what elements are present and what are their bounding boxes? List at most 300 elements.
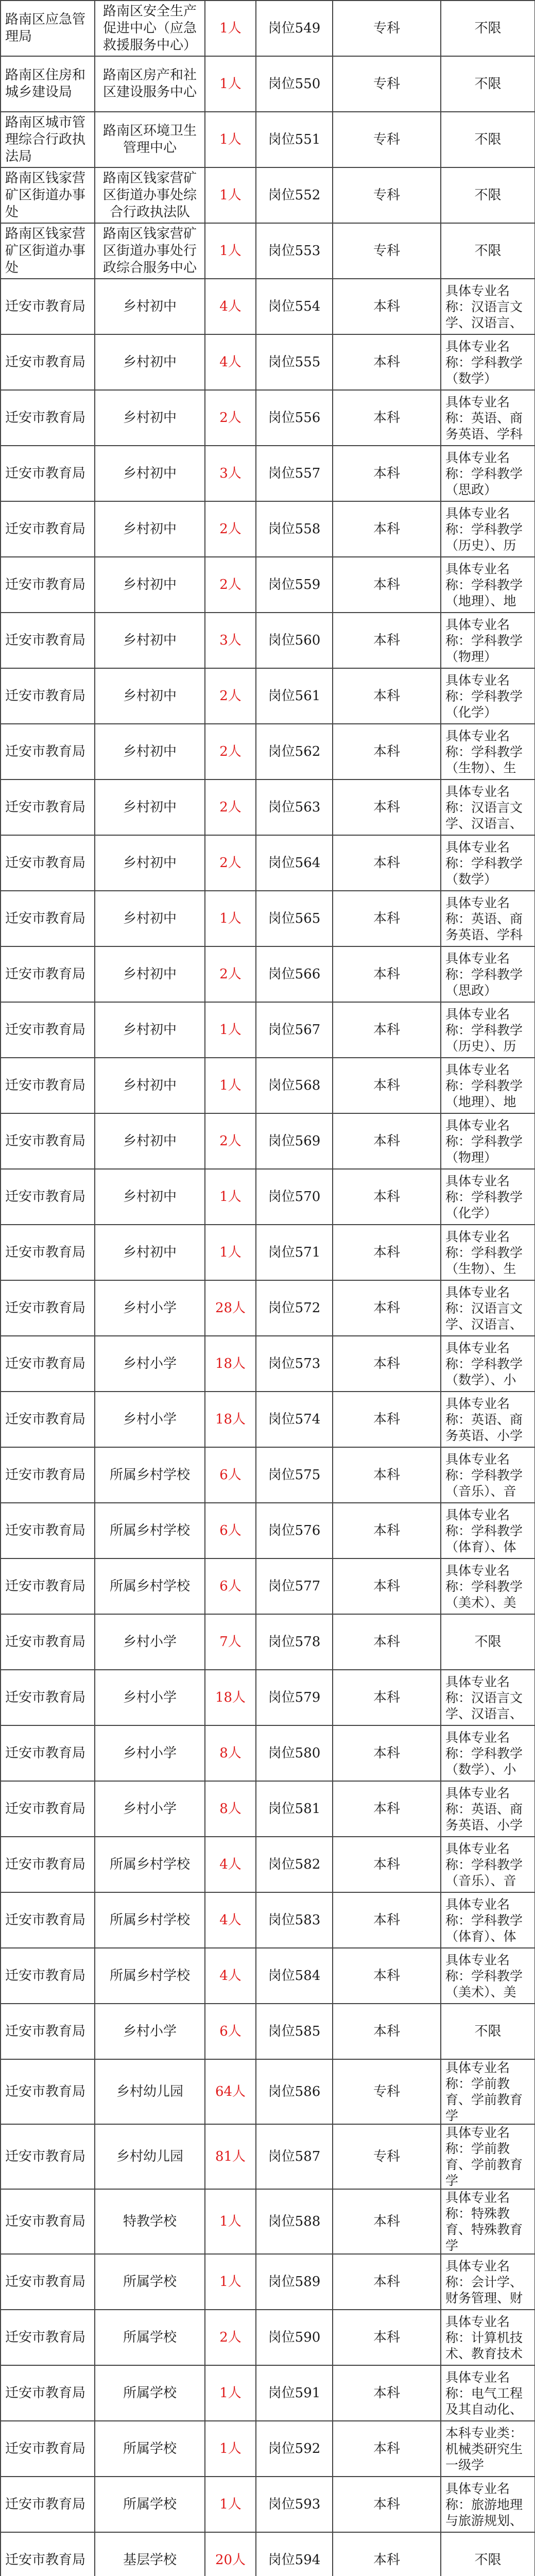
major-cell: 具体专业名称：计算机技术、教育技术	[441, 2310, 535, 2365]
post-code-cell: 岗位549	[256, 1, 333, 56]
table-row	[1, 1113, 535, 1169]
major-cell: 具体专业名称：学科教学（体育）、体	[441, 1892, 535, 1948]
major-cell: 具体专业名称：汉语言文学、汉语言、	[441, 779, 535, 835]
headcount-cell: 1人	[205, 2365, 256, 2421]
headcount-cell: 1人	[205, 1225, 256, 1280]
post-code-cell: 岗位579	[256, 1670, 333, 1725]
major-cell: 具体专业名称：学科教学（数学）	[441, 334, 535, 390]
headcount-cell: 6人	[205, 1558, 256, 1614]
education-cell: 本科	[333, 1892, 441, 1948]
table-row	[1, 1392, 535, 1447]
major-cell: 具体专业名称：学科教学（物理）	[441, 613, 535, 668]
table-row	[1, 334, 535, 390]
department-cell: 迁安市教育局	[1, 1002, 95, 1058]
table-row	[1, 1, 535, 56]
education-cell: 本科	[333, 1837, 441, 1892]
education-cell: 本科	[333, 1002, 441, 1058]
major-cell: 具体专业名称：学科教学（生物）、生	[441, 724, 535, 779]
post-code-cell: 岗位569	[256, 1113, 333, 1169]
major-cell: 具体专业名称：学科教学（体育）、体	[441, 1503, 535, 1558]
department-cell: 迁安市教育局	[1, 1169, 95, 1225]
post-code-cell: 岗位568	[256, 1058, 333, 1113]
major-cell: 具体专业名称：英语、商务英语、小学	[441, 1781, 535, 1837]
table-row	[1, 446, 535, 501]
post-code-cell: 岗位588	[256, 2189, 333, 2254]
post-code-cell: 岗位583	[256, 1892, 333, 1948]
education-cell: 本科	[333, 1670, 441, 1725]
post-code-cell: 岗位554	[256, 279, 333, 334]
unit-cell: 乡村初中	[95, 835, 205, 891]
post-code-cell: 岗位570	[256, 1169, 333, 1225]
headcount-cell: 1人	[205, 2254, 256, 2310]
post-code-cell: 岗位558	[256, 501, 333, 557]
table-row	[1, 1614, 535, 1670]
department-cell: 迁安市教育局	[1, 1670, 95, 1725]
table-row	[1, 56, 535, 112]
education-cell: 本科	[333, 390, 441, 446]
headcount-cell: 6人	[205, 1503, 256, 1558]
post-code-cell: 岗位561	[256, 668, 333, 724]
major-cell: 具体专业名称：学科教学（美术）、美	[441, 1948, 535, 2004]
unit-cell: 路南区安全生产促进中心（应急救援服务中心）	[95, 1, 205, 56]
table-row	[1, 223, 535, 279]
major-cell: 具体专业名称：英语、商务英语、学科	[441, 390, 535, 446]
unit-cell: 乡村小学	[95, 1781, 205, 1837]
department-cell: 迁安市教育局	[1, 2124, 95, 2189]
headcount-cell: 2人	[205, 2310, 256, 2365]
major-cell: 具体专业名称：英语、商务英语、小学	[441, 1392, 535, 1447]
post-code-cell: 岗位581	[256, 1781, 333, 1837]
unit-cell: 乡村初中	[95, 668, 205, 724]
unit-cell: 乡村初中	[95, 390, 205, 446]
table-row	[1, 1558, 535, 1614]
education-cell: 本科	[333, 1614, 441, 1670]
post-code-cell: 岗位592	[256, 2421, 333, 2477]
table-row	[1, 779, 535, 835]
department-cell: 迁安市教育局	[1, 2421, 95, 2477]
table-row	[1, 2365, 535, 2421]
department-cell: 迁安市教育局	[1, 1447, 95, 1503]
unit-cell: 所属乡村学校	[95, 1837, 205, 1892]
headcount-cell: 4人	[205, 1837, 256, 1892]
post-code-cell: 岗位550	[256, 56, 333, 112]
major-cell: 具体专业名称：学科教学（数学）	[441, 835, 535, 891]
department-cell: 路南区钱家营矿区街道办事处	[1, 223, 95, 279]
education-cell: 本科	[333, 501, 441, 557]
department-cell: 迁安市教育局	[1, 2059, 95, 2124]
post-code-cell: 岗位572	[256, 1280, 333, 1336]
headcount-cell: 2人	[205, 668, 256, 724]
education-cell: 本科	[333, 2477, 441, 2532]
table-row	[1, 2124, 535, 2189]
department-cell: 路南区应急管理局	[1, 1, 95, 56]
headcount-cell: 2人	[205, 835, 256, 891]
education-cell: 本科	[333, 2310, 441, 2365]
unit-cell: 所属乡村学校	[95, 1503, 205, 1558]
table-row	[1, 668, 535, 724]
table-row	[1, 501, 535, 557]
education-cell: 本科	[333, 1725, 441, 1781]
unit-cell: 乡村小学	[95, 1670, 205, 1725]
major-cell: 具体专业名称：学科教学（思政）	[441, 446, 535, 501]
post-code-cell: 岗位573	[256, 1336, 333, 1392]
unit-cell: 乡村初中	[95, 501, 205, 557]
education-cell: 专科	[333, 2059, 441, 2124]
education-cell: 本科	[333, 1558, 441, 1614]
education-cell: 本科	[333, 1169, 441, 1225]
table-row	[1, 1447, 535, 1503]
department-cell: 迁安市教育局	[1, 1781, 95, 1837]
post-code-cell: 岗位591	[256, 2365, 333, 2421]
major-cell: 具体专业名称：学科教学（地理）、地	[441, 557, 535, 613]
department-cell: 迁安市教育局	[1, 1503, 95, 1558]
headcount-cell: 4人	[205, 1892, 256, 1948]
education-cell: 本科	[333, 1336, 441, 1392]
table-row	[1, 1948, 535, 2004]
education-cell: 本科	[333, 279, 441, 334]
table-row	[1, 2532, 535, 2576]
post-code-cell: 岗位559	[256, 557, 333, 613]
headcount-cell: 28人	[205, 1280, 256, 1336]
department-cell: 迁安市教育局	[1, 2254, 95, 2310]
major-cell: 不限	[441, 2004, 535, 2059]
table-row	[1, 835, 535, 891]
education-cell: 本科	[333, 334, 441, 390]
education-cell: 本科	[333, 779, 441, 835]
education-cell: 专科	[333, 56, 441, 112]
major-cell: 不限	[441, 223, 535, 279]
table-row	[1, 2310, 535, 2365]
post-code-cell: 岗位553	[256, 223, 333, 279]
unit-cell: 路南区钱家营矿区街道办事处综合行政执法队	[95, 167, 205, 223]
headcount-cell: 2人	[205, 390, 256, 446]
department-cell: 迁安市教育局	[1, 2004, 95, 2059]
post-code-cell: 岗位555	[256, 334, 333, 390]
major-cell: 不限	[441, 56, 535, 112]
department-cell: 迁安市教育局	[1, 2477, 95, 2532]
education-cell: 专科	[333, 223, 441, 279]
education-cell: 本科	[333, 1948, 441, 2004]
unit-cell: 乡村幼儿园	[95, 2059, 205, 2124]
post-code-cell: 岗位551	[256, 112, 333, 167]
department-cell: 迁安市教育局	[1, 1837, 95, 1892]
unit-cell: 路南区环境卫生管理中心	[95, 112, 205, 167]
headcount-cell: 3人	[205, 613, 256, 668]
department-cell: 迁安市教育局	[1, 1725, 95, 1781]
major-cell: 具体专业名称：学科教学（化学）	[441, 668, 535, 724]
department-cell: 迁安市教育局	[1, 1280, 95, 1336]
major-cell: 不限	[441, 112, 535, 167]
unit-cell: 所属学校	[95, 2421, 205, 2477]
major-cell: 具体专业名称：汉语言文学、汉语言、	[441, 279, 535, 334]
headcount-cell: 4人	[205, 334, 256, 390]
department-cell: 迁安市教育局	[1, 1392, 95, 1447]
table-row	[1, 1670, 535, 1725]
major-cell: 具体专业名称：电气工程及其自动化、	[441, 2365, 535, 2421]
post-code-cell: 岗位593	[256, 2477, 333, 2532]
unit-cell: 乡村初中	[95, 1169, 205, 1225]
headcount-cell: 1人	[205, 56, 256, 112]
education-cell: 本科	[333, 2004, 441, 2059]
department-cell: 迁安市教育局	[1, 1225, 95, 1280]
department-cell: 迁安市教育局	[1, 1892, 95, 1948]
table-row	[1, 2059, 535, 2124]
post-code-cell: 岗位577	[256, 1558, 333, 1614]
department-cell: 迁安市教育局	[1, 334, 95, 390]
table-row	[1, 1002, 535, 1058]
department-cell: 迁安市教育局	[1, 1614, 95, 1670]
department-cell: 迁安市教育局	[1, 1558, 95, 1614]
education-cell: 本科	[333, 2365, 441, 2421]
department-cell: 迁安市教育局	[1, 446, 95, 501]
headcount-cell: 20人	[205, 2532, 256, 2576]
table-row	[1, 1503, 535, 1558]
department-cell: 迁安市教育局	[1, 390, 95, 446]
table-row	[1, 112, 535, 167]
unit-cell: 乡村初中	[95, 446, 205, 501]
department-cell: 路南区城市管理综合行政执法局	[1, 112, 95, 167]
major-cell: 本科专业类：机械类研究生一级学	[441, 2421, 535, 2477]
headcount-cell: 7人	[205, 1614, 256, 1670]
headcount-cell: 1人	[205, 112, 256, 167]
education-cell: 专科	[333, 1, 441, 56]
headcount-cell: 1人	[205, 1002, 256, 1058]
table-row	[1, 1058, 535, 1113]
unit-cell: 乡村初中	[95, 946, 205, 1002]
department-cell: 迁安市教育局	[1, 779, 95, 835]
post-code-cell: 岗位576	[256, 1503, 333, 1558]
major-cell: 不限	[441, 1614, 535, 1670]
post-code-cell: 岗位562	[256, 724, 333, 779]
education-cell: 本科	[333, 613, 441, 668]
post-code-cell: 岗位594	[256, 2532, 333, 2576]
post-code-cell: 岗位574	[256, 1392, 333, 1447]
education-cell: 本科	[333, 446, 441, 501]
department-cell: 迁安市教育局	[1, 1058, 95, 1113]
education-cell: 本科	[333, 668, 441, 724]
major-cell: 具体专业名称：学科教学（物理）	[441, 1113, 535, 1169]
unit-cell: 所属学校	[95, 2365, 205, 2421]
education-cell: 本科	[333, 1225, 441, 1280]
unit-cell: 乡村初中	[95, 724, 205, 779]
major-cell: 具体专业名称：学科教学（数学）、小	[441, 1336, 535, 1392]
table-row	[1, 2477, 535, 2532]
unit-cell: 所属学校	[95, 2254, 205, 2310]
unit-cell: 乡村初中	[95, 1225, 205, 1280]
department-cell: 迁安市教育局	[1, 2189, 95, 2254]
table-row	[1, 2421, 535, 2477]
unit-cell: 乡村初中	[95, 1058, 205, 1113]
unit-cell: 所属乡村学校	[95, 1447, 205, 1503]
headcount-cell: 2人	[205, 724, 256, 779]
education-cell: 专科	[333, 2124, 441, 2189]
unit-cell: 所属乡村学校	[95, 1948, 205, 2004]
major-cell: 具体专业名称：学前教育、学前教育学	[441, 2124, 535, 2189]
department-cell: 迁安市教育局	[1, 557, 95, 613]
headcount-cell: 2人	[205, 1113, 256, 1169]
major-cell: 具体专业名称：旅游地理与旅游规划、	[441, 2477, 535, 2532]
headcount-cell: 6人	[205, 1447, 256, 1503]
education-cell: 专科	[333, 167, 441, 223]
education-cell: 本科	[333, 2254, 441, 2310]
post-code-cell: 岗位590	[256, 2310, 333, 2365]
education-cell: 本科	[333, 1058, 441, 1113]
education-cell: 本科	[333, 1781, 441, 1837]
post-code-cell: 岗位565	[256, 891, 333, 946]
table-row	[1, 1336, 535, 1392]
headcount-cell: 18人	[205, 1670, 256, 1725]
major-cell: 不限	[441, 1, 535, 56]
headcount-cell: 3人	[205, 446, 256, 501]
headcount-cell: 18人	[205, 1336, 256, 1392]
headcount-cell: 1人	[205, 891, 256, 946]
headcount-cell: 6人	[205, 2004, 256, 2059]
headcount-cell: 2人	[205, 946, 256, 1002]
table-row	[1, 2189, 535, 2254]
table-row	[1, 946, 535, 1002]
headcount-cell: 1人	[205, 1, 256, 56]
unit-cell: 乡村初中	[95, 334, 205, 390]
major-cell: 具体专业名称：学科教学（地理）、地	[441, 1058, 535, 1113]
education-cell: 本科	[333, 2532, 441, 2576]
table-row	[1, 1225, 535, 1280]
unit-cell: 乡村小学	[95, 1725, 205, 1781]
post-code-cell: 岗位564	[256, 835, 333, 891]
education-cell: 本科	[333, 835, 441, 891]
major-cell: 具体专业名称：汉语言文学、汉语言、	[441, 1280, 535, 1336]
unit-cell: 基层学校	[95, 2532, 205, 2576]
major-cell: 具体专业名称：英语、商务英语、学科	[441, 891, 535, 946]
table-row	[1, 1837, 535, 1892]
post-code-cell: 岗位575	[256, 1447, 333, 1503]
department-cell: 迁安市教育局	[1, 835, 95, 891]
headcount-cell: 81人	[205, 2124, 256, 2189]
department-cell: 迁安市教育局	[1, 1336, 95, 1392]
major-cell: 具体专业名称：学前教育、学前教育学	[441, 2059, 535, 2124]
headcount-cell: 1人	[205, 167, 256, 223]
department-cell: 迁安市教育局	[1, 501, 95, 557]
table-row	[1, 613, 535, 668]
post-code-cell: 岗位556	[256, 390, 333, 446]
unit-cell: 乡村初中	[95, 279, 205, 334]
table-row	[1, 1892, 535, 1948]
major-cell: 具体专业名称：特殊教育、特殊教育学	[441, 2189, 535, 2254]
major-cell: 不限	[441, 2532, 535, 2576]
headcount-cell: 1人	[205, 2189, 256, 2254]
table-row	[1, 2254, 535, 2310]
unit-cell: 路南区房产和社区建设服务中心	[95, 56, 205, 112]
headcount-cell: 4人	[205, 279, 256, 334]
table-row	[1, 1169, 535, 1225]
unit-cell: 乡村初中	[95, 613, 205, 668]
headcount-cell: 1人	[205, 223, 256, 279]
headcount-cell: 2人	[205, 501, 256, 557]
unit-cell: 所属学校	[95, 2477, 205, 2532]
post-code-cell: 岗位582	[256, 1837, 333, 1892]
post-code-cell: 岗位580	[256, 1725, 333, 1781]
education-cell: 本科	[333, 724, 441, 779]
department-cell: 迁安市教育局	[1, 279, 95, 334]
headcount-cell: 4人	[205, 1948, 256, 2004]
headcount-cell: 1人	[205, 1058, 256, 1113]
table-row	[1, 1280, 535, 1336]
department-cell: 迁安市教育局	[1, 2532, 95, 2576]
unit-cell: 乡村小学	[95, 2004, 205, 2059]
major-cell: 具体专业名称：会计学、财务管理、财	[441, 2254, 535, 2310]
unit-cell: 乡村小学	[95, 1614, 205, 1670]
unit-cell: 乡村初中	[95, 891, 205, 946]
post-code-cell: 岗位587	[256, 2124, 333, 2189]
unit-cell: 乡村初中	[95, 1002, 205, 1058]
headcount-cell: 1人	[205, 2477, 256, 2532]
education-cell: 本科	[333, 1113, 441, 1169]
table-row	[1, 2004, 535, 2059]
post-code-cell: 岗位560	[256, 613, 333, 668]
department-cell: 迁安市教育局	[1, 1113, 95, 1169]
post-code-cell: 岗位585	[256, 2004, 333, 2059]
table-row	[1, 279, 535, 334]
headcount-cell: 1人	[205, 1169, 256, 1225]
unit-cell: 乡村小学	[95, 1336, 205, 1392]
headcount-cell: 2人	[205, 779, 256, 835]
major-cell: 具体专业名称：学科教学（美术）、美	[441, 1558, 535, 1614]
education-cell: 本科	[333, 1447, 441, 1503]
positions-table-body	[1, 1, 535, 2576]
major-cell: 具体专业名称：学科教学（化学）	[441, 1169, 535, 1225]
table-row	[1, 390, 535, 446]
major-cell: 具体专业名称：学科教学（音乐）、音	[441, 1837, 535, 1892]
department-cell: 迁安市教育局	[1, 668, 95, 724]
major-cell: 具体专业名称：学科教学（音乐）、音	[441, 1447, 535, 1503]
major-cell: 具体专业名称：学科教学（生物）、生	[441, 1225, 535, 1280]
department-cell: 路南区钱家营矿区街道办事处	[1, 167, 95, 223]
headcount-cell: 1人	[205, 2421, 256, 2477]
department-cell: 迁安市教育局	[1, 2310, 95, 2365]
table-row	[1, 167, 535, 223]
department-cell: 迁安市教育局	[1, 1948, 95, 2004]
post-code-cell: 岗位567	[256, 1002, 333, 1058]
table-row	[1, 891, 535, 946]
unit-cell: 乡村小学	[95, 1280, 205, 1336]
education-cell: 本科	[333, 1392, 441, 1447]
post-code-cell: 岗位584	[256, 1948, 333, 2004]
education-cell: 本科	[333, 2189, 441, 2254]
post-code-cell: 岗位563	[256, 779, 333, 835]
unit-cell: 所属学校	[95, 2310, 205, 2365]
unit-cell: 乡村初中	[95, 557, 205, 613]
post-code-cell: 岗位578	[256, 1614, 333, 1670]
table-row	[1, 1781, 535, 1837]
unit-cell: 乡村幼儿园	[95, 2124, 205, 2189]
major-cell: 具体专业名称：学科教学（数学）、小	[441, 1725, 535, 1781]
unit-cell: 特教学校	[95, 2189, 205, 2254]
post-code-cell: 岗位589	[256, 2254, 333, 2310]
education-cell: 本科	[333, 2421, 441, 2477]
education-cell: 本科	[333, 557, 441, 613]
education-cell: 本科	[333, 891, 441, 946]
education-cell: 本科	[333, 1503, 441, 1558]
post-code-cell: 岗位566	[256, 946, 333, 1002]
table-row	[1, 724, 535, 779]
department-cell: 迁安市教育局	[1, 2365, 95, 2421]
department-cell: 路南区住房和城乡建设局	[1, 56, 95, 112]
major-cell: 不限	[441, 167, 535, 223]
headcount-cell: 8人	[205, 1781, 256, 1837]
major-cell: 具体专业名称：汉语言文学、汉语言、	[441, 1670, 535, 1725]
table-row	[1, 1725, 535, 1781]
major-cell: 具体专业名称：学科教学（历史）、历	[441, 501, 535, 557]
major-cell: 具体专业名称：学科教学（历史）、历	[441, 1002, 535, 1058]
